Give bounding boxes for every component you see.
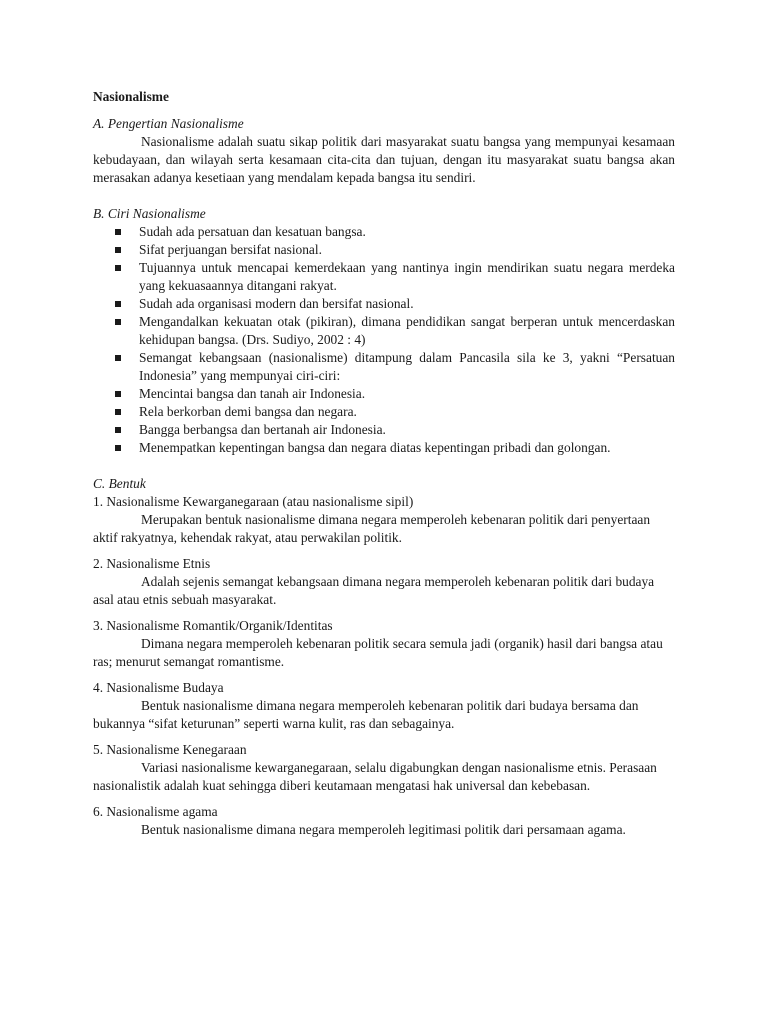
form-heading: 4. Nasionalisme Budaya — [93, 680, 224, 695]
document-title: Nasionalisme — [93, 89, 169, 104]
form-text: Merupakan bentuk nasionalisme dimana negara memperoleh kebenaran politik dari penyertaan aktif rakyatnya, kehendak rakyat, atau perwakilan politik. — [93, 512, 651, 545]
section-b-heading: B. Ciri Nasionalisme — [93, 206, 206, 221]
form-heading: 5. Nasionalisme Kenegaraan — [93, 742, 247, 757]
list-item: Sudah ada organisasi modern dan bersifat nasional. — [93, 295, 675, 313]
form-text: Bentuk nasionalisme dimana negara memperoleh kebenaran politik dari budaya bersama dan bukannya “sifat keturunan” seperti warna kulit, ras dan sebagainya. — [93, 698, 639, 731]
spacer — [93, 187, 675, 205]
list-item: Bangga berbangsa dan bertanah air Indonesia. — [93, 421, 675, 439]
list-item: Mencintai bangsa dan tanah air Indonesia. — [93, 385, 675, 403]
list-item: Sifat perjuangan bersifat nasional. — [93, 241, 675, 259]
list-item: Rela berkorban demi bangsa dan negara. — [93, 403, 675, 421]
form-heading: 6. Nasionalisme agama — [93, 804, 218, 819]
square-bullet-icon — [115, 445, 121, 451]
form-heading: 3. Nasionalisme Romantik/Organik/Identitas — [93, 618, 333, 633]
form-item-kenegaraan — [93, 741, 675, 795]
form-text: Dimana negara memperoleh kebenaran politik secara semula jadi (organik) hasil dari bangsa atau ras; menurut semangat romantisme. — [93, 636, 663, 669]
form-item-kewarganegaraan — [93, 493, 675, 547]
ciri-list — [93, 223, 675, 457]
list-item: Sudah ada persatuan dan kesatuan bangsa. — [93, 223, 675, 241]
spacer — [93, 457, 675, 475]
square-bullet-icon — [115, 427, 121, 433]
form-text: Variasi nasionalisme kewarganegaraan, selalu digabungkan dengan nasionalisme etnis. Perasaan nasionalistik adalah kuat sehingga diberi keutamaan mengatasi hak universal dan kebebasan. — [93, 760, 657, 793]
form-item-agama — [93, 803, 675, 839]
form-item-budaya — [93, 679, 675, 733]
form-item-romantik — [93, 617, 675, 671]
list-item: Tujuannya untuk mencapai kemerdekaan yang nantinya ingin mendirikan suatu negara merdeka yang kekuasaannya ditangani rakyat. — [93, 259, 675, 295]
section-c-heading: C. Bentuk — [93, 476, 146, 491]
list-item: Menempatkan kepentingan bangsa dan negara diatas kepentingan pribadi dan golongan. — [93, 439, 675, 457]
list-item: Semangat kebangsaan (nasionalisme) ditampung dalam Pancasila sila ke 3, yakni “Persatuan Indonesia” yang mempunyai ciri-ciri: — [93, 349, 675, 385]
form-text: Adalah sejenis semangat kebangsaan dimana negara memperoleh kebenaran politik dari budaya asal atau etnis sebuah masyarakat. — [93, 574, 655, 607]
square-bullet-icon — [115, 265, 121, 271]
square-bullet-icon — [115, 301, 121, 307]
section-a-paragraph: Nasionalisme adalah suatu sikap politik dari masyarakat suatu bangsa yang mempunyai kesamaan kebudayaan, dan wilayah serta kesamaan cita-cita dan tujuan, dengan itu masyarakat suatu bangsa akan merasakan adanya kesetiaan yang mendalam kepada bangsa itu sendiri. — [93, 134, 675, 185]
square-bullet-icon — [115, 355, 121, 361]
document-page — [93, 88, 675, 847]
form-heading: 2. Nasionalisme Etnis — [93, 556, 211, 571]
square-bullet-icon — [115, 319, 121, 325]
list-item: Mengandalkan kekuatan otak (pikiran), dimana pendidikan sangat berperan untuk mencerdaskan kehidupan bangsa. (Drs. Sudiyo, 2002 : 4) — [93, 313, 675, 349]
section-a-heading: A. Pengertian Nasionalisme — [93, 116, 244, 131]
square-bullet-icon — [115, 247, 121, 253]
square-bullet-icon — [115, 229, 121, 235]
form-text: Bentuk nasionalisme dimana negara memperoleh legitimasi politik dari persamaan agama. — [141, 822, 626, 837]
form-heading: 1. Nasionalisme Kewarganegaraan (atau nasionalisme sipil) — [93, 494, 414, 509]
square-bullet-icon — [115, 409, 121, 415]
form-item-etnis — [93, 555, 675, 609]
square-bullet-icon — [115, 391, 121, 397]
